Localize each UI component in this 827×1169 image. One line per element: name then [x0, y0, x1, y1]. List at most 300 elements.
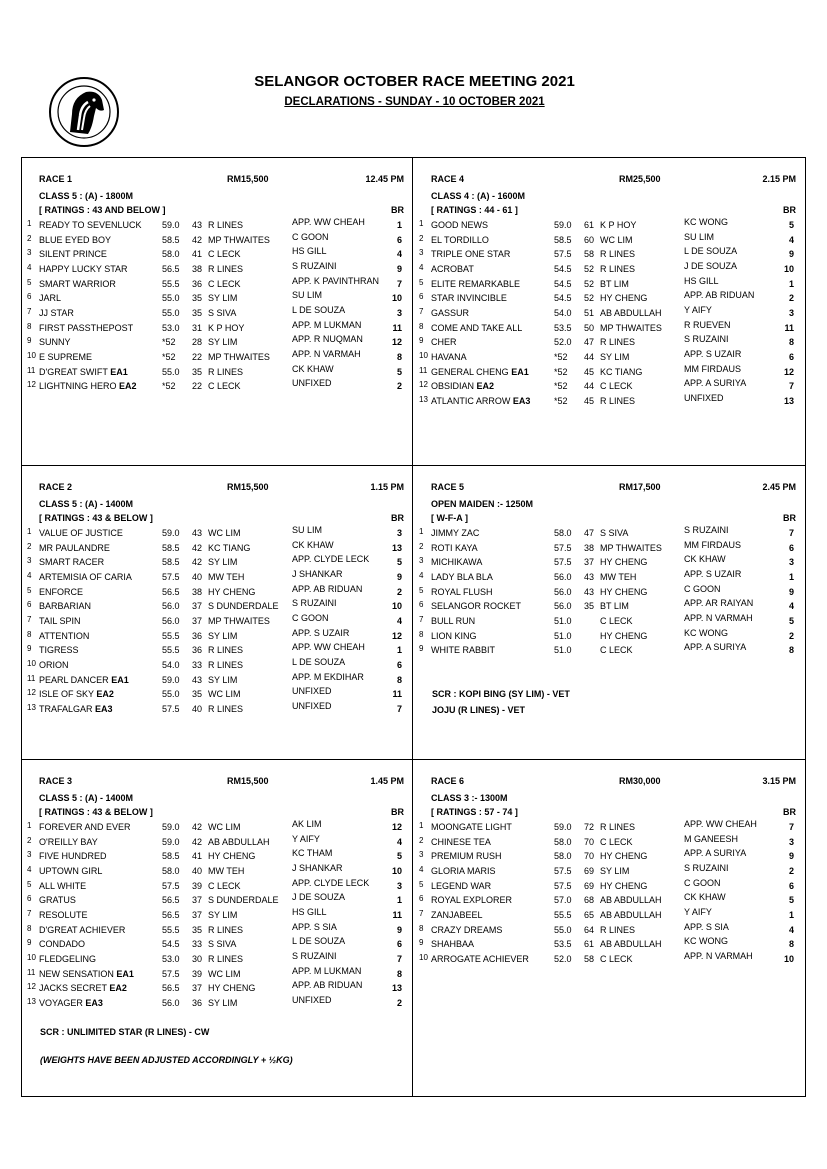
jockey: R LINES	[600, 395, 636, 406]
trainer: APP. N VARMAH	[684, 950, 753, 961]
barrier: 1	[396, 895, 402, 906]
barrier: 7	[788, 822, 794, 832]
trainer: Y AIFY	[684, 304, 712, 315]
horse-name	[431, 279, 520, 289]
runner-number: 2	[27, 835, 32, 845]
race-panel	[24, 170, 416, 470]
runner-row	[416, 894, 808, 909]
runner-row	[416, 539, 808, 557]
trainer: APP. AB RIDUAN	[684, 290, 755, 301]
trainer: APP. WW CHEAH	[684, 819, 757, 829]
barrier: 7	[396, 278, 402, 289]
barrier-header: BR	[391, 205, 404, 215]
weight: *52	[554, 366, 568, 377]
runner-number: 6	[419, 292, 424, 302]
weight: 57.5	[554, 557, 572, 568]
jockey: C LECK	[208, 278, 241, 289]
rating: 58	[584, 249, 595, 260]
barrier: 10	[783, 263, 794, 274]
barrier: 3	[788, 557, 794, 568]
rating: 43	[584, 586, 595, 597]
weight: 59.0	[554, 220, 572, 230]
runner-number: 9	[27, 644, 32, 654]
runner-row	[416, 527, 808, 542]
trainer: J SHANKAR	[292, 862, 343, 873]
jockey: S DUNDERDALE	[208, 895, 279, 906]
horse-name-text: TAIL SPIN	[39, 615, 81, 626]
rating: 35	[192, 366, 203, 377]
barrier: 11	[784, 322, 794, 333]
rating: 61	[584, 220, 595, 230]
runner-number: 4	[27, 570, 32, 580]
runner-number: 1	[419, 219, 424, 228]
trainer: CK KHAW	[292, 539, 334, 550]
horse-name-text: E SUPREME	[39, 351, 93, 362]
weight: 55.0	[162, 293, 180, 304]
trainer: APP. S UZAIR	[684, 568, 742, 579]
weight: 58.5	[554, 234, 572, 245]
rating: 47	[584, 528, 595, 538]
horse-name-text: JACKS SECRET	[39, 983, 107, 994]
horse-name-text: OBSIDIAN	[431, 381, 475, 392]
horse-name-text: ARROGATE ACHIEVER	[431, 953, 529, 964]
jockey: C LECK	[208, 880, 241, 891]
jockey: S DUNDERDALE	[208, 601, 279, 612]
rating: 52	[584, 278, 595, 289]
runner-number: 7	[419, 614, 424, 624]
jockey: WC LIM	[208, 822, 241, 832]
horse-name	[39, 220, 142, 230]
runner-number: 5	[419, 879, 424, 889]
trainer: SU LIM	[292, 525, 323, 535]
race-prize: RM25,500	[619, 174, 661, 184]
barrier: 9	[396, 263, 402, 274]
weight: 56.0	[554, 601, 572, 612]
jockey: R LINES	[600, 337, 636, 348]
horse-name	[431, 881, 491, 891]
weight: 56.0	[162, 615, 180, 626]
runner-row	[416, 219, 808, 234]
runner-row	[416, 380, 808, 395]
runner-number: 12	[27, 982, 36, 992]
jockey: R LINES	[208, 263, 244, 274]
rating: 36	[192, 997, 203, 1008]
rating: 64	[584, 924, 595, 935]
rating: 42	[192, 234, 203, 245]
barrier: 11	[392, 909, 402, 920]
runner-number: 2	[419, 233, 424, 243]
rating: 22	[192, 351, 203, 362]
jockey: KC TIANG	[600, 366, 643, 377]
race-ratings: [ W-F-A ]	[431, 513, 468, 523]
barrier: 7	[788, 528, 794, 538]
trainer: MM FIRDAUS	[684, 539, 741, 550]
jockey: MP THWAITES	[208, 351, 270, 362]
rating: 41	[192, 851, 203, 862]
page-subtitle: DECLARATIONS - SUNDAY - 10 OCTOBER 2021	[284, 96, 545, 108]
horse-name-text: READY TO SEVENLUCK	[39, 220, 142, 230]
barrier: 6	[396, 659, 402, 670]
jockey: S SIVA	[208, 939, 237, 950]
jockey: HY CHENG	[208, 586, 256, 597]
race-label: RACE 1	[39, 174, 73, 184]
barrier: 11	[392, 689, 402, 700]
rating: 60	[584, 234, 595, 245]
horse-name-text: D'GREAT ACHIEVER	[39, 924, 126, 935]
weight: 56.0	[554, 586, 572, 597]
horse-name-text: BARBARIAN	[39, 601, 92, 612]
weight: 51.0	[554, 645, 572, 656]
weight: *52	[162, 381, 176, 392]
barrier: 2	[788, 293, 794, 304]
jockey: R LINES	[600, 822, 636, 832]
horse-name	[39, 675, 129, 685]
weight: 59.0	[554, 822, 572, 832]
barrier: 11	[392, 322, 402, 333]
horse-name-text: STAR INVINCIBLE	[431, 293, 507, 304]
weight: 54.0	[554, 307, 572, 318]
horse-name-text: SMART RACER	[39, 557, 105, 568]
horse-name-text: GLORIA MARIS	[431, 865, 496, 876]
runner-row	[24, 994, 416, 1012]
rating: 45	[584, 395, 595, 406]
barrier: 8	[788, 337, 794, 348]
rating: 36	[192, 630, 203, 641]
jockey: AB ABDULLAH	[600, 909, 662, 920]
barrier: 1	[396, 645, 402, 656]
barrier: 2	[788, 630, 794, 641]
horse-name	[39, 587, 83, 597]
horse-name	[431, 631, 477, 641]
jockey: MP THWAITES	[600, 542, 662, 553]
runner-row	[416, 248, 808, 263]
barrier-header: BR	[783, 513, 796, 523]
horse-name	[431, 616, 475, 626]
emergency-acceptor-tag: EA1	[511, 366, 529, 377]
barrier: 1	[788, 909, 794, 920]
jockey: MW TEH	[600, 571, 637, 582]
runner-number: 1	[419, 821, 424, 830]
jockey: MW TEH	[208, 571, 245, 582]
weight: 54.5	[162, 939, 180, 950]
runner-number: 12	[27, 380, 36, 390]
horse-name	[39, 337, 71, 347]
trainer: KC WONG	[684, 627, 728, 638]
race-label: RACE 3	[39, 776, 73, 786]
barrier: 13	[391, 983, 402, 994]
runner-number: 11	[27, 365, 36, 375]
race-panel	[416, 478, 808, 778]
weight: 57.5	[554, 865, 572, 876]
rating: 42	[192, 557, 203, 568]
race-prize: RM15,500	[227, 174, 269, 184]
runner-number: 4	[419, 262, 424, 272]
rating: 38	[584, 542, 595, 553]
weight: 52.0	[554, 337, 572, 348]
runner-row	[416, 568, 808, 586]
horse-name-text: MICHIKAWA	[431, 557, 483, 568]
horse-name	[39, 704, 113, 714]
horse-name	[431, 308, 469, 318]
rating: 51	[584, 307, 595, 318]
runner-row	[24, 527, 416, 542]
emergency-acceptor-tag: EA2	[476, 381, 495, 392]
barrier: 5	[788, 615, 794, 626]
runner-number: 3	[419, 556, 424, 566]
weight: 59.0	[162, 674, 180, 685]
runner-number: 6	[419, 600, 424, 610]
runner-number: 8	[27, 321, 32, 331]
weight: 57.5	[554, 249, 572, 260]
horse-name-text: ORION	[39, 659, 69, 670]
runner-number: 11	[27, 967, 36, 977]
rating: 36	[192, 645, 203, 656]
jockey: AB ABDULLAH	[600, 939, 662, 950]
weight: 54.5	[554, 263, 572, 274]
emergency-acceptor-tag: EA3	[512, 395, 531, 406]
horse-name-text: NEW SENSATION	[39, 968, 114, 979]
barrier: 12	[391, 822, 402, 832]
runner-row	[416, 850, 808, 865]
runner-number: 10	[27, 952, 36, 962]
runner-row	[24, 583, 416, 601]
barrier: 5	[396, 557, 402, 568]
horse-name	[431, 396, 530, 406]
trainer: UNFIXED	[292, 686, 332, 697]
emergency-acceptor-tag: EA1	[111, 674, 129, 685]
weight: 57.5	[162, 571, 180, 582]
horse-name-text: TRAFALGAR	[39, 703, 93, 714]
runner-number: 1	[27, 527, 32, 536]
horse-name	[431, 601, 521, 611]
rating: 72	[584, 822, 595, 832]
rating: 58	[584, 953, 595, 964]
horse-name	[431, 557, 482, 567]
trainer: APP. CLYDE LECK	[292, 877, 370, 888]
horse-name	[39, 293, 61, 303]
weight: 56.5	[162, 586, 180, 597]
barrier: 4	[396, 249, 402, 260]
horse-name-text: SELANGOR ROCKET	[431, 601, 522, 612]
horse-name	[39, 645, 79, 655]
horse-name-text: JIMMY ZAC	[431, 528, 480, 538]
horse-name	[431, 293, 507, 303]
runner-number: 3	[27, 556, 32, 566]
runner-number: 9	[419, 938, 424, 948]
rating: 39	[192, 880, 203, 891]
trainer: L DE SOUZA	[292, 656, 346, 667]
runner-row	[416, 348, 808, 366]
trainer: APP. S UZAIR	[684, 348, 742, 359]
horse-name-text: CHER	[431, 337, 457, 348]
horse-name-text: EL TORDILLO	[431, 234, 489, 245]
horse-name	[39, 367, 128, 377]
jockey: WC LIM	[208, 689, 241, 700]
jockey: HY CHENG	[208, 851, 256, 862]
runner-number: 3	[27, 850, 32, 860]
runner-row	[24, 231, 416, 249]
jockey: R LINES	[208, 645, 244, 656]
race-time: 2.45 PM	[762, 482, 796, 492]
weight: 55.0	[162, 689, 180, 700]
jockey: HY CHENG	[600, 586, 648, 597]
runner-row	[24, 219, 416, 234]
horse-name	[39, 235, 111, 245]
horse-name-text: ACROBAT	[431, 263, 474, 274]
horse-name	[431, 572, 493, 582]
runner-number: 12	[27, 688, 36, 698]
jockey: SY LIM	[208, 997, 238, 1008]
horse-name	[39, 249, 107, 259]
horse-name	[431, 220, 488, 230]
horse-name-text: MOONGATE LIGHT	[431, 822, 512, 832]
race-ratings: [ RATINGS : 44 - 61 ]	[431, 205, 518, 215]
trainer: L DE SOUZA	[292, 304, 346, 315]
runner-number: 2	[419, 541, 424, 551]
horse-name	[39, 866, 102, 876]
emergency-acceptor-tag: EA2	[109, 983, 127, 994]
runner-row	[416, 627, 808, 645]
trainer: APP. R NUQMAN	[292, 334, 363, 345]
horse-name-text: SMART WARRIOR	[39, 278, 116, 289]
runner-row	[416, 231, 808, 249]
horse-name-text: BLUE EYED BOY	[39, 234, 112, 245]
jockey: C LECK	[600, 836, 633, 847]
jockey: R LINES	[600, 263, 636, 274]
jockey: HY CHENG	[208, 983, 256, 994]
barrier: 12	[783, 366, 794, 377]
rating: 43	[584, 571, 595, 582]
race-note: (WEIGHTS HAVE BEEN ADJUSTED ACCORDINGLY + ½KG)	[40, 1055, 293, 1065]
barrier: 7	[396, 953, 402, 964]
horse-name-text: FIVE HUNDRED	[39, 851, 107, 862]
runner-row	[416, 821, 808, 836]
runner-number: 9	[419, 336, 424, 346]
trainer: APP. CLYDE LECK	[292, 554, 370, 565]
horse-name-text: SHAHBAA	[431, 939, 475, 950]
jockey: R LINES	[208, 924, 244, 935]
barrier: 6	[788, 351, 794, 362]
horse-name-text: LADY BLA BLA	[431, 571, 493, 582]
horse-name	[431, 528, 479, 538]
trainer: L DE SOUZA	[292, 936, 346, 947]
rating: 33	[192, 659, 203, 670]
horse-name	[39, 939, 85, 949]
jockey: R LINES	[208, 659, 244, 670]
barrier: 12	[391, 337, 402, 348]
horse-name-text: ARTEMISIA OF CARIA	[39, 571, 132, 582]
race-time: 1.45 PM	[370, 776, 404, 786]
barrier: 2	[396, 381, 402, 392]
horse-name	[39, 352, 92, 362]
runner-number: 2	[419, 835, 424, 845]
weight: 54.5	[554, 278, 572, 289]
horse-name-text: HAPPY LUCKY STAR	[39, 263, 128, 274]
barrier: 9	[396, 924, 402, 935]
barrier: 5	[396, 851, 402, 862]
runner-number: 2	[27, 233, 32, 243]
weight: 58.0	[162, 865, 180, 876]
runner-row	[416, 304, 808, 322]
horse-name	[39, 822, 131, 832]
horse-name	[431, 837, 491, 847]
rating: 38	[192, 263, 203, 274]
horse-name-text: FOREVER AND EVER	[39, 822, 131, 832]
horse-name	[431, 352, 467, 362]
jockey: MP THWAITES	[208, 234, 270, 245]
horse-name	[39, 279, 116, 289]
horse-name	[431, 939, 474, 949]
runner-row	[24, 938, 416, 953]
jockey: SY LIM	[600, 865, 630, 876]
trainer: UNFIXED	[292, 700, 332, 711]
rating: 40	[192, 571, 203, 582]
barrier-header: BR	[391, 807, 404, 817]
weight: 58.5	[162, 234, 180, 245]
barrier: 8	[788, 939, 794, 950]
horse-name	[39, 308, 74, 318]
runner-number: 6	[27, 600, 32, 610]
weight: 56.5	[162, 895, 180, 906]
trainer: S RUZAINI	[292, 598, 337, 609]
race-panel	[416, 170, 808, 470]
trainer: AK LIM	[292, 819, 322, 829]
rating: 43	[192, 220, 203, 230]
barrier: 8	[396, 351, 402, 362]
barrier: 9	[396, 571, 402, 582]
jockey: HY CHENG	[600, 557, 648, 568]
trainer: APP. M LUKMAN	[292, 319, 362, 330]
rating: 36	[192, 278, 203, 289]
horse-name	[431, 925, 502, 935]
horse-name-text: LION KING	[431, 630, 477, 641]
trainer: L DE SOUZA	[684, 246, 738, 257]
weight: 55.5	[162, 924, 180, 935]
trainer: C GOON	[684, 877, 721, 888]
barrier: 1	[396, 220, 402, 230]
weight: 54.0	[162, 659, 180, 670]
horse-name-text: O'REILLY BAY	[39, 836, 98, 847]
runner-row	[24, 363, 416, 381]
horse-name-text: CHINESE TEA	[431, 836, 491, 847]
barrier: 6	[788, 880, 794, 891]
jockey: SY LIM	[208, 337, 238, 348]
race-prize: RM17,500	[619, 482, 661, 492]
trainer: SU LIM	[684, 231, 715, 242]
runner-row	[416, 363, 808, 381]
rating: 45	[584, 366, 595, 377]
horse-name	[431, 367, 529, 377]
rating: 35	[192, 293, 203, 304]
runner-number: 4	[27, 864, 32, 874]
barrier: 3	[788, 307, 794, 318]
emergency-acceptor-tag: EA3	[85, 997, 103, 1008]
rating: 37	[192, 895, 203, 906]
rating: 38	[192, 586, 203, 597]
barrier: 1	[788, 278, 794, 289]
horse-name-text: ROYAL EXPLORER	[431, 895, 513, 906]
runner-number: 4	[419, 864, 424, 874]
weight: 58.5	[162, 851, 180, 862]
barrier: 4	[788, 601, 794, 612]
trainer: Y AIFY	[684, 906, 712, 917]
horse-name	[431, 235, 489, 245]
jockey: HY CHENG	[600, 293, 648, 304]
race-note: JOJU (R LINES) - VET	[432, 705, 526, 715]
horse-name-text: COME AND TAKE ALL	[431, 322, 523, 333]
weight: 55.0	[162, 307, 180, 318]
horse-name	[39, 983, 127, 993]
